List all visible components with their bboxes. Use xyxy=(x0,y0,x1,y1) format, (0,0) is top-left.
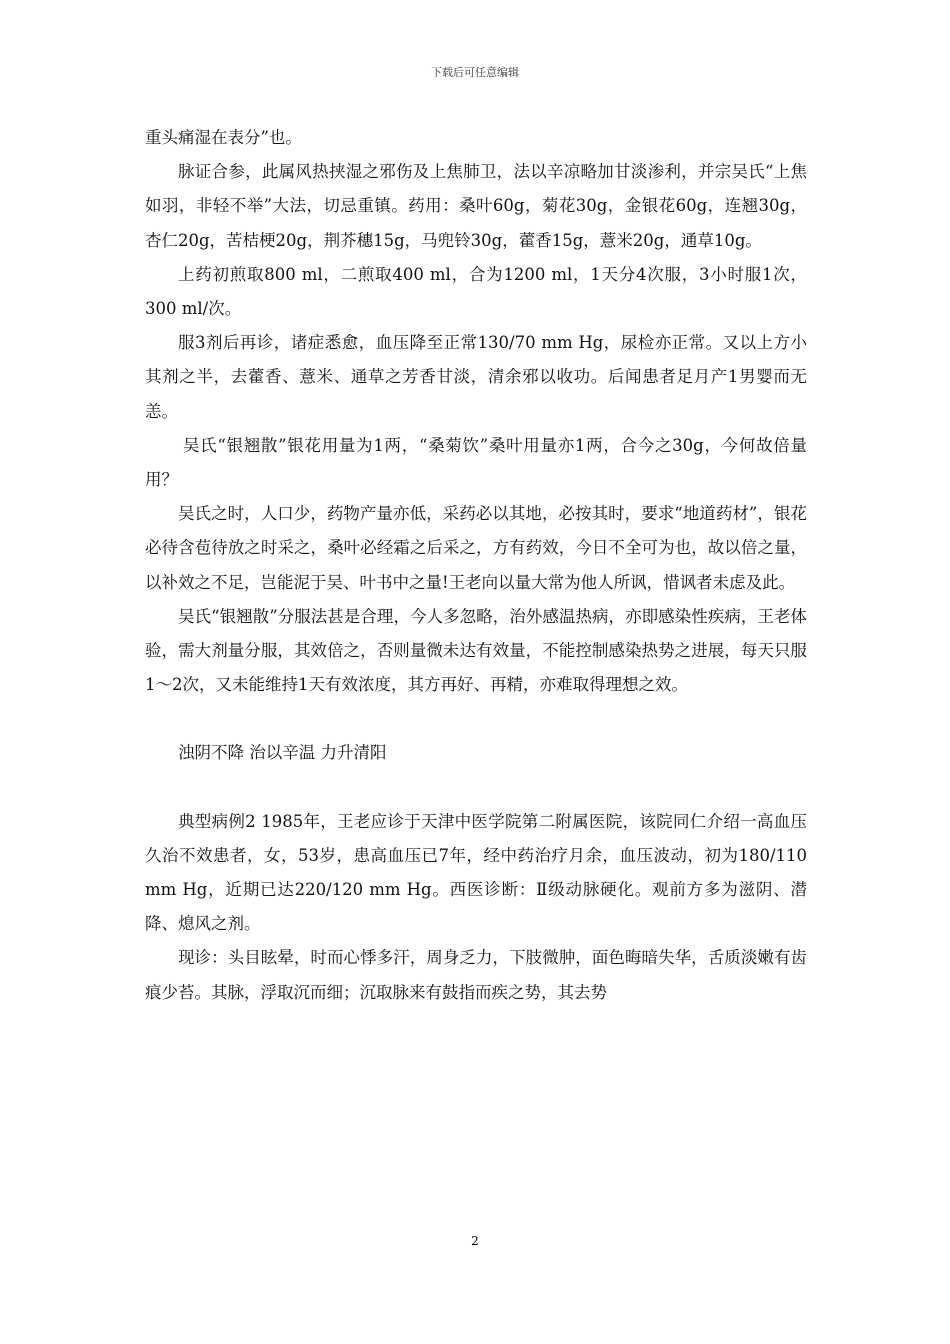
paragraph-4: 服3剂后再诊，诸症悉愈，血压降至正常130/70 mm Hg，尿检亦正常。又以上方小其剂之半，去藿香、薏米、通草之芳香甘淡，清余邪以收功。后闻患者足月产1男婴而无恙。 xyxy=(145,333,807,421)
paragraph-2: 脉证合参，此属风热挟湿之邪伤及上焦肺卫，法以辛凉略加甘淡渗利，并宗吴氏“上焦如羽，非轻不举”大法，切忌重镇。药用：桑叶60g，菊花30g，金银花60g，连翘30g，杏仁20g，苦桔梗20g，荆芥穗15g，马兜铃30g，藿香15g，薏米20g，通草10g。 xyxy=(145,162,807,250)
paragraph-3: 上药初煎取800 ml，二煎取400 ml，合为1200 ml，1天分4次服，3小时服1次，300 ml/次。 xyxy=(145,264,807,319)
paragraph-5: 吴氏“银翘散”银花用量为1两，“桑菊饮”桑叶用量亦1两，合今之30g，今何故倍量用？ xyxy=(145,435,807,490)
paragraph-1: 重头痛湿在表分”也。 xyxy=(145,128,302,147)
paragraph-7: 吴氏“银翘散”分服法甚是合理，今人多忽略，治外感温热病，亦即感染性疾病，王老体验，需大剂量分服，其效倍之，否则量微未达有效量，不能控制感染热势之进展，每天只服1～2次，又未能维持1天有效浓度，其方再好、再精，亦难取得理想之效。 xyxy=(145,606,807,695)
paragraph-9: 现诊：头目眩晕，时而心悸多汗，周身乏力，下肢微肿，面色晦暗失华，舌质淡嫩有齿痕少苔。其脉，浮取沉而细；沉取脉来有鼓指而疾之势，其去势 xyxy=(145,948,807,1002)
page-number: 2 xyxy=(471,1234,479,1248)
document-body xyxy=(145,121,807,1010)
section-gap xyxy=(145,771,807,805)
page-header: 下载后可任意编辑 xyxy=(431,66,519,79)
section-gap xyxy=(145,702,807,736)
section-heading: 浊阴不降 治以辛温 力升清阳 xyxy=(178,743,387,763)
paragraph-8: 典型病例2 1985年，王老应诊于天津中医学院第二附属医院，该院同仁介绍一高血压久治不效患者，女，53岁，患高血压已7年，经中药治疗月余，血压波动，初为180/110 mm Hg，近期已达220/120 mm Hg。西医诊断：Ⅱ级动脉硬化。观前方多为滋阴、潜降、熄风之剂。 xyxy=(145,811,807,934)
paragraph-6: 吴氏之时，人口少，药物产量亦低，采药必以其地，必按其时，要求“地道药材”，银花必待含苞待放之时采之，桑叶必经霜之后采之，方有药效，今日不全可为也，故以倍之量，以补效之不足，岂能泥于吴、叶书中之量!王老向以量大常为他人所讽，惜讽者未虑及此。 xyxy=(145,504,807,592)
